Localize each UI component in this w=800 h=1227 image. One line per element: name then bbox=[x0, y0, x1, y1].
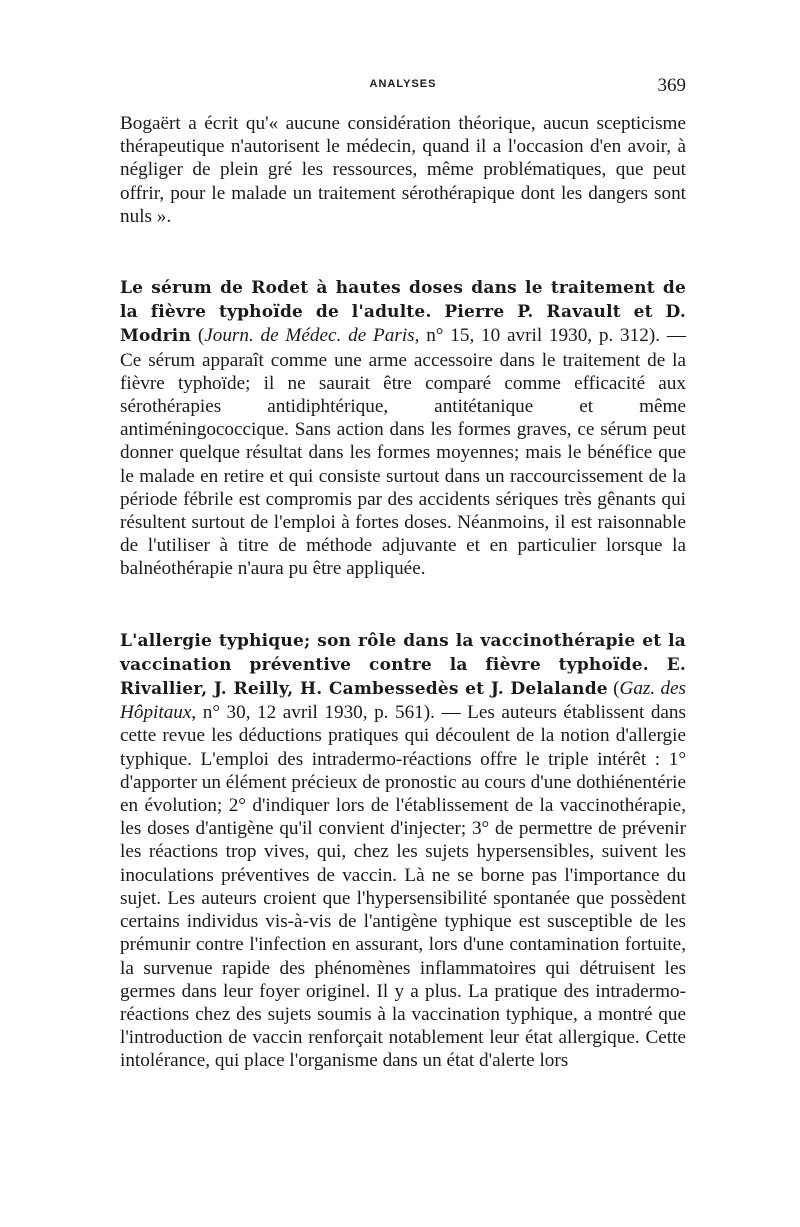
running-title: ANALYSES bbox=[369, 78, 437, 90]
body-text bbox=[120, 112, 686, 1073]
page-number: 369 bbox=[657, 75, 686, 96]
article-heading: Le sérum de Rodet à hautes doses dans le traitement de la fièvre typhoïde de l'adulte. Pierre P. Ravault et D. Modrin bbox=[120, 278, 686, 347]
article-allergie-typhique bbox=[120, 629, 686, 1073]
journal-title: Gaz. des Hôpitaux bbox=[120, 678, 687, 724]
citation: , n° 15, 10 avril 1930, p. 312). bbox=[414, 325, 661, 347]
article-body: — Les auteurs établissent dans cette revue les déductions pratiques qui découlent de la notion d'allergie typhique. L'emploi des intradermo-réactions offre le triple intérêt : 1° d'apporter un élément précieux de pronostic au cours d'une dothiénentérie en évolution; 2° d'indiquer lors de l'établissement de la vaccinothérapie, les doses d'antigène qu'il convient d'injecter; 3° de permettre de prévenir les réactions trop vives, qui, chez les sujets hypersensibles, suivent les inoculations préventives de vaccin. Là ne se borne pas l'importance du sujet. Les auteurs croient que l'hypersensibilité spontanée que possèdent certains individus vis-à-vis de l'antigène typhique est susceptible de les prémunir contre l'infection en assurant, lors d'une contamination fortuite, la survenue rapide des phénomènes inflammatoires qui détruisent les germes dans leur foyer originel. Il y a plus. La pratique des intradermo-réactions chez des sujets soumis à la vaccination typhique, a montré que l'introduction de vaccin renforçait notablement leur état allergique. Cette intolérance, qui place l'organisme dans un état d'alerte lors bbox=[120, 702, 686, 1072]
article-serum-rodet bbox=[120, 276, 686, 581]
article-body: — Ce sérum apparaît comme une arme accessoire dans le traitement de la fièvre typhoïde; il ne saurait être comparé comme efficacité aux sérothérapies antidiphtérique, antitétanique et même antiméningococcique. Sans action dans les formes graves, ce sérum peut donner quelque résultat dans les formes moyennes; mais le bénéfice que le malade en retire et qui consiste surtout dans un raccourcissement de la période fébrile est compromis par des accidents sériques très gênants qui résultent surtout de l'emploi à fortes doses. Néanmoins, il est raisonnable de l'utiliser à titre de méthode adjuvante et en particulier lorsque la balnéothérapie n'aura pu être appliquée. bbox=[120, 325, 686, 580]
citation: , n° 30, 12 avril 1930, p. 561). bbox=[191, 702, 435, 724]
article-heading: L'allergie typhique; son rôle dans la vaccinothérapie et la vaccination préventive contre la fièvre typhoïde. E. Rivallier, J. Reilly, H. Cambessedès et J. Delalande bbox=[120, 630, 686, 700]
journal-open: ( bbox=[607, 678, 620, 700]
running-header bbox=[120, 75, 686, 98]
journal-open: ( bbox=[191, 325, 205, 347]
journal-title: Journ. de Médec. de Paris bbox=[204, 325, 415, 347]
intro-paragraph: Bogaërt a écrit qu'« aucune considération théorique, aucun scepticisme thérapeutique n'autorisent le médecin, quand il a l'occasion d'en avoir, à négliger de plein gré les ressources, même problématiques, que peut offrir, pour le malade un traitement sérothérapique dont les dangers sont nuls ». bbox=[120, 113, 686, 227]
